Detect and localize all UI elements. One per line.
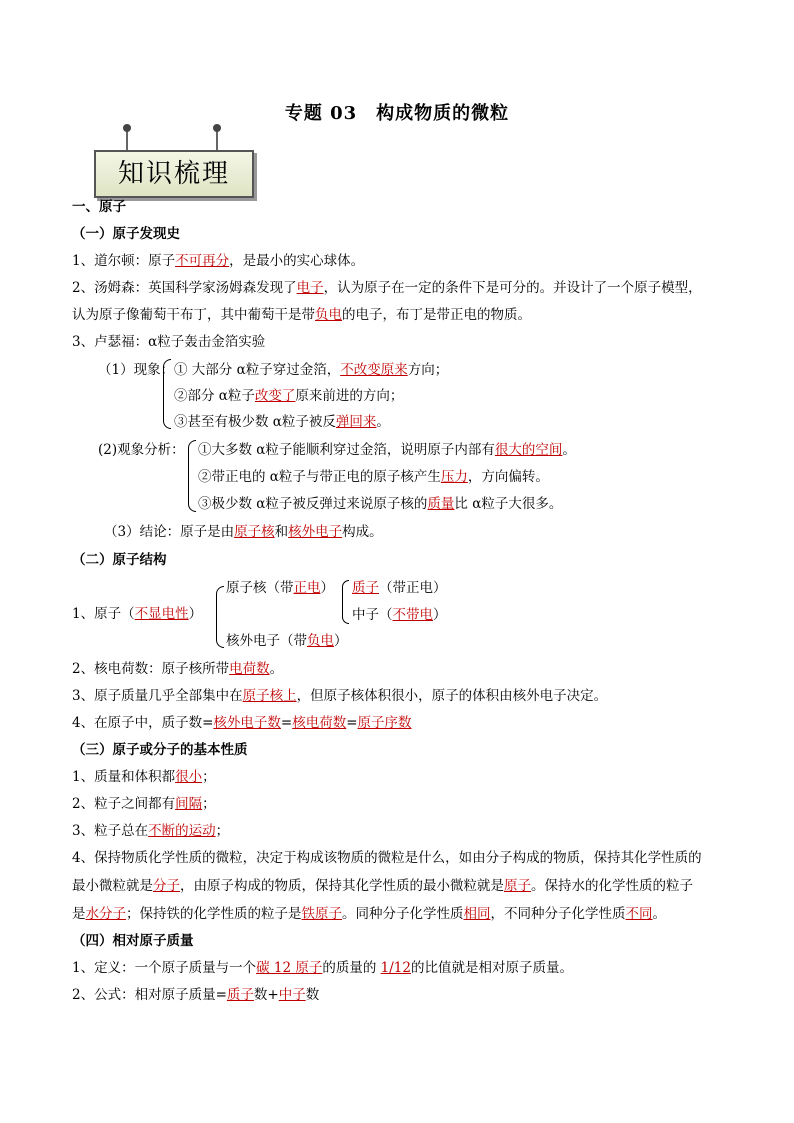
- answer-blank: 改变了: [254, 388, 296, 404]
- answer-blank: 弹回来: [335, 414, 377, 430]
- answer-blank: 不可再分: [175, 253, 230, 269]
- answer-blank: 原子: [504, 878, 531, 894]
- answer-blank: 碳 12 原子: [256, 960, 323, 976]
- answer-blank: 不改变原来: [340, 362, 408, 378]
- answer-blank: 不显电性: [134, 606, 189, 622]
- electron-label: 核外电子（带负电）: [226, 633, 348, 649]
- text-line: 1、定义：一个原子质量与一个碳 12 原子的质量的 1/12的比值就是相对原子质量。: [72, 960, 573, 976]
- subsection-heading: （四）相对原子质量: [72, 933, 194, 949]
- analysis-label: (2)观象分析：: [98, 442, 185, 458]
- text-line: 1、质量和体积都很小；: [72, 769, 216, 785]
- text-line: 4、保持物质化学性质的微粒，决定于构成该物质的微粒是什么，如由分子构成的物质，保持其化学性质的: [72, 850, 702, 866]
- text-line: 3、卢瑟福：α粒子轰击金箔实验: [72, 334, 266, 350]
- text-line: 3、原子质量几乎全部集中在原子核上，但原子核体积很小，原子的体积由核外电子决定。: [72, 688, 608, 704]
- answer-blank: 质子: [352, 580, 379, 596]
- banner-label: 知识梳理: [94, 150, 254, 198]
- answer-blank: 负电: [307, 633, 334, 649]
- page-title: 专题 03 构成物质的微粒: [284, 103, 510, 124]
- answer-blank: 正电: [293, 580, 321, 596]
- text-line: ①大多数 α粒子能顺利穿过金箔，说明原子内部有很大的空间。: [198, 442, 576, 458]
- answer-blank: 间隔: [175, 796, 203, 812]
- answer-blank: 原子核上: [242, 688, 297, 704]
- answer-blank: 核外电子: [288, 524, 343, 540]
- text-line: ① 大部分 α粒子穿过金箔，不改变原来方向；: [174, 362, 449, 378]
- text-line: 2、公式：相对原子质量=质子数+中子数: [72, 987, 320, 1003]
- text-line: 3、粒子总在不断的运动；: [72, 823, 230, 839]
- answer-blank: 分子: [153, 878, 180, 894]
- answer-blank: 相同: [463, 906, 491, 922]
- text-line: 1、道尔顿：原子不可再分，是最小的实心球体。: [72, 253, 365, 269]
- text-line: 2、核电荷数：原子核所带电荷数。: [72, 661, 284, 677]
- answer-blank: 不断的运动: [148, 823, 216, 839]
- answer-blank: 电子: [296, 280, 324, 296]
- text-line: 是水分子；保持铁的化学性质的粒子是铁原子。同种分子化学性质相同，不同种分子化学性质不同。: [72, 906, 666, 922]
- answer-blank: 质子: [226, 987, 254, 1003]
- brace: [342, 580, 349, 624]
- answer-blank: 压力: [440, 469, 468, 485]
- answer-blank: 很小: [175, 769, 203, 785]
- text-line: ②部分 α粒子改变了原来前进的方向；: [174, 388, 404, 404]
- section-heading: 一、原子: [72, 199, 126, 215]
- text-line: 认为原子像葡萄干布丁，其中葡萄干是带负电的电子，布丁是带正电的物质。: [72, 307, 531, 323]
- atom-label: 1、原子（不显电性）: [72, 606, 203, 622]
- text-line: ②带正电的 α粒子与带正电的原子核产生压力，方向偏转。: [198, 469, 549, 485]
- text-line: 最小微粒就是分子，由原子构成的物质，保持其化学性质的最小微粒就是原子。保持水的化学性质的粒子: [72, 878, 693, 894]
- brace: [216, 586, 224, 648]
- answer-blank: 核外电子数: [213, 715, 281, 731]
- text-line: （3）结论：原子是由原子核和核外电子构成。: [104, 524, 383, 540]
- answer-blank: 原子核: [234, 524, 275, 540]
- text-line: ③甚至有极少数 α粒子被反弹回来。: [174, 414, 390, 430]
- answer-blank: 中子: [278, 987, 306, 1003]
- answer-blank: 不同: [625, 906, 653, 922]
- text-line: ③极少数 α粒子被反弹过来说原子核的质量比 α粒子大很多。: [198, 496, 563, 512]
- answer-blank: 1/12: [380, 960, 411, 976]
- proton-label: 质子（带正电）: [352, 580, 447, 596]
- subsection-heading: （一）原子发现史: [72, 226, 180, 242]
- answer-blank: 核电荷数: [292, 715, 347, 731]
- answer-blank: 不带电: [392, 607, 433, 623]
- subsection-heading: （二）原子结构: [72, 552, 167, 568]
- nucleus-label: 原子核（带正电）: [226, 580, 334, 596]
- knowledge-banner: [94, 128, 254, 196]
- text-line: 2、粒子之间都有间隔；: [72, 796, 216, 812]
- answer-blank: 负电: [315, 307, 342, 323]
- text-line: 4、在原子中，质子数=核外电子数=核电荷数=原子序数: [72, 715, 412, 731]
- neutron-label: 中子（不带电）: [352, 607, 447, 623]
- subsection-heading: （三）原子或分子的基本性质: [72, 742, 248, 758]
- answer-blank: 电荷数: [229, 661, 270, 677]
- answer-blank: 质量: [427, 496, 455, 512]
- brace: [188, 440, 196, 512]
- phenomenon-label: （1）现象：: [98, 362, 175, 378]
- answer-blank: 水分子: [85, 906, 126, 922]
- answer-blank: 原子序数: [357, 715, 412, 731]
- answer-blank: 很大的空间: [494, 442, 563, 458]
- answer-blank: 铁原子: [301, 906, 342, 922]
- text-line: 2、汤姆森：英国科学家汤姆森发现了电子，认为原子在一定的条件下是可分的。并设计了一个原子模型，: [72, 280, 702, 296]
- brace: [163, 359, 171, 429]
